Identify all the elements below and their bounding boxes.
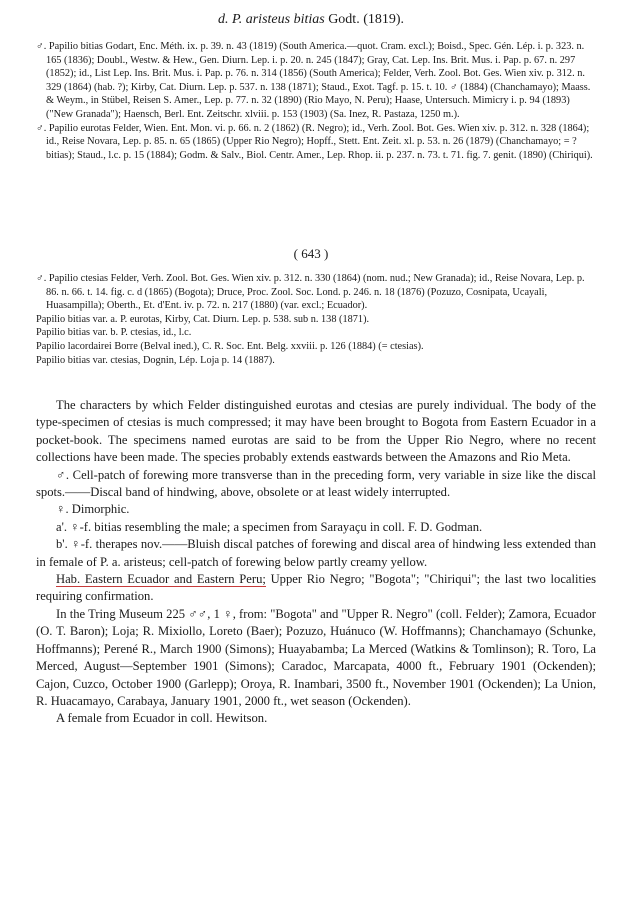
synonym-entry: ♂. Papilio bitias Godart, Enc. Méth. ix. p. 39. n. 43 (1819) (South America.—quot. Cram. excl.); Boisd., Spec. Gén. Lép. i. p. 323. n. 165 (1836); Doubl., Westw. & Hew., Gen. Diurn. Lep. i. p. 20. n. 245 (1847); Gray, Cat. Lep. Ins. Brit. Mus. i. Pap. p. 67. n. 297 (1852); id., List Lep. Ins. Brit. Mus. i. Pap. p. 76. n. 314 (1856) (South America); Felder, Verh. Zool. Bot. Ges. Wien xiv. p. 312. n. 329 (1864) (hab. ?); Kirby, Cat. Diurn. Lep. p. 537. n. 138 (1871); Staud., Exot. Tagf. p. 15. t. 10. ♂ (1884) (Chanchamayo); Maass. & Weym., in Stübel, Reisen S. Amer., Lep. p. 77. n. 32 (1890) (Rio Mayo, N. Peru); Haase, Untersuch. Mimicry i. p. 94 (1893) ("New Granada"); Haensch, Berl. Ent. Zeitschr. xlviii. p. 153 (1903) (Sa. Inez, R. Pastaza, 1250 m.). — [36, 41, 591, 120]
body-text — [36, 397, 596, 728]
synonym-entry: Papilio bitias var. a. P. eurotas, Kirby, Cat. Diurn. Lep. p. 538. sub n. 138 (1871). — [36, 313, 370, 325]
paragraph-hewitson: A female from Ecuador in coll. Hewitson. — [56, 711, 268, 726]
synonym-entry: ♂. Papilio eurotas Felder, Wien. Ent. Mon. vi. p. 66. n. 2 (1862) (R. Negro); id., Verh. Zool. Bot. Ges. Wien xiv. p. 312. n. 328 (1864); id., Reise Novara, Lep. p. 85. n. 65 (1865) (Upper Rio Negro); Hopff., Stett. Ent. Zeit. xl. p. 53. n. 26 (1879) (Chanchamayo; = ? bitias); Staud., l.c. p. 15 (1884); Godm. & Salv., Biol. Centr. Amer., Lep. Rhop. ii. p. 237. n. 73. t. 71. fig. 7. genit. (1890) (Chiriqui). — [36, 122, 593, 161]
habitat-rest: Upper Rio Negro; "Bogota"; "Chiriqui"; the last two localities requiring confirmation. — [36, 572, 596, 604]
page-number: ( 643 ) — [293, 246, 329, 261]
synonym-entry: ♂. Papilio ctesias Felder, Verh. Zool. Bot. Ges. Wien xiv. p. 312. n. 330 (1864) (nom. nud.; New Granada); id., Reise Novara, Lep. p. 86. n. 66. t. 14. fig. c. d (1865) (Bogota); Druce, Proc. Zool. Soc. Lond. p. 246. n. 18 (1876) (Pozuzo, Cosnipata, Ucayali, Huasampilla); Oberth., Et. d'Ent. iv. p. 72. n. 217 (1880) (var. excl.; Ecuador). — [36, 273, 585, 312]
habitat-underlined: Hab. Eastern Ecuador and Eastern Peru; — [56, 572, 266, 587]
synonym-entry: Papilio lacordairei Borre (Belval ined.), C. R. Soc. Ent. Belg. xxviii. p. 126 (1884) (= ctesias). — [36, 340, 424, 352]
synonymy-bottom — [36, 272, 596, 367]
synonym-entry: Papilio bitias var. ctesias, Dognin, Lép. Loja p. 14 (1887). — [36, 354, 275, 366]
taxon-name: d. P. aristeus bitias — [217, 12, 325, 27]
paragraph-female: ♀. Dimorphic. — [56, 502, 130, 517]
paragraph-male: ♂. Cell-patch of forewing more transverse than in the preceding form, very variable in size like the discal spots.——Discal band of hindwing, above, obsolete or at least widely interrupted. — [36, 467, 596, 500]
paragraph-female-form-a: a'. ♀-f. bitias resembling the male; a specimen from Sarayaçu in coll. F. D. Godman. — [56, 519, 483, 534]
paragraph-tring-museum: In the Tring Museum 225 ♂♂, 1 ♀, from: "Bogota" and "Upper R. Negro" (coll. Felder); Zamora, Ecuador (O. T. Baron); Loja; R. Mixiollo, Loreto (Baer); Pozuzo, Huánuco (W. Hoffmanns); Chanchamayo (Schunke, Hoffmanns); Perené R., March 1900 (Simons); Huayabamba; La Merced (Watkins & Tomlinson); R. Toro, La Merced, August—September 1901 (Simons); Caradoc, Marcapata, 4000 ft., February 1901 (Ockenden); Cajon, Cuzco, October 1900 (Garlepp); Oroya, R. Inambari, 3500 ft., November 1901 (Ockenden); La Union, R. Huacamayo, Carabaya, January 1901, 2000 ft., wet season (Ockenden). — [36, 606, 596, 708]
synonym-entry: Papilio bitias var. b. P. ctesias, id., l.c. — [36, 327, 192, 339]
paragraph-characters: The characters by which Felder distinguished eurotas and ctesias are purely individual. The body of the type-specimen of ctesias is much compressed; it may have been brought to Bogota from Eastern Ecuador in a pocket-book. The specimens named eurotas are said to be from the Upper Rio Negro, where no recent collections have been made. The species probably extends eastwards between the Amazons and Rio Meta. — [36, 398, 596, 465]
paragraph-habitat — [36, 571, 596, 606]
synonymy-top — [36, 40, 596, 162]
paragraph-female-form-b: b'. ♀-f. therapes nov.——Bluish discal patches of forewing and discal area of hindwing less extended than in female of P. a. aristeus; cell-patch of forewing below partly creamy yellow. — [36, 537, 596, 569]
taxon-heading — [0, 12, 622, 28]
taxon-author-year: Godt. (1819). — [328, 12, 405, 27]
